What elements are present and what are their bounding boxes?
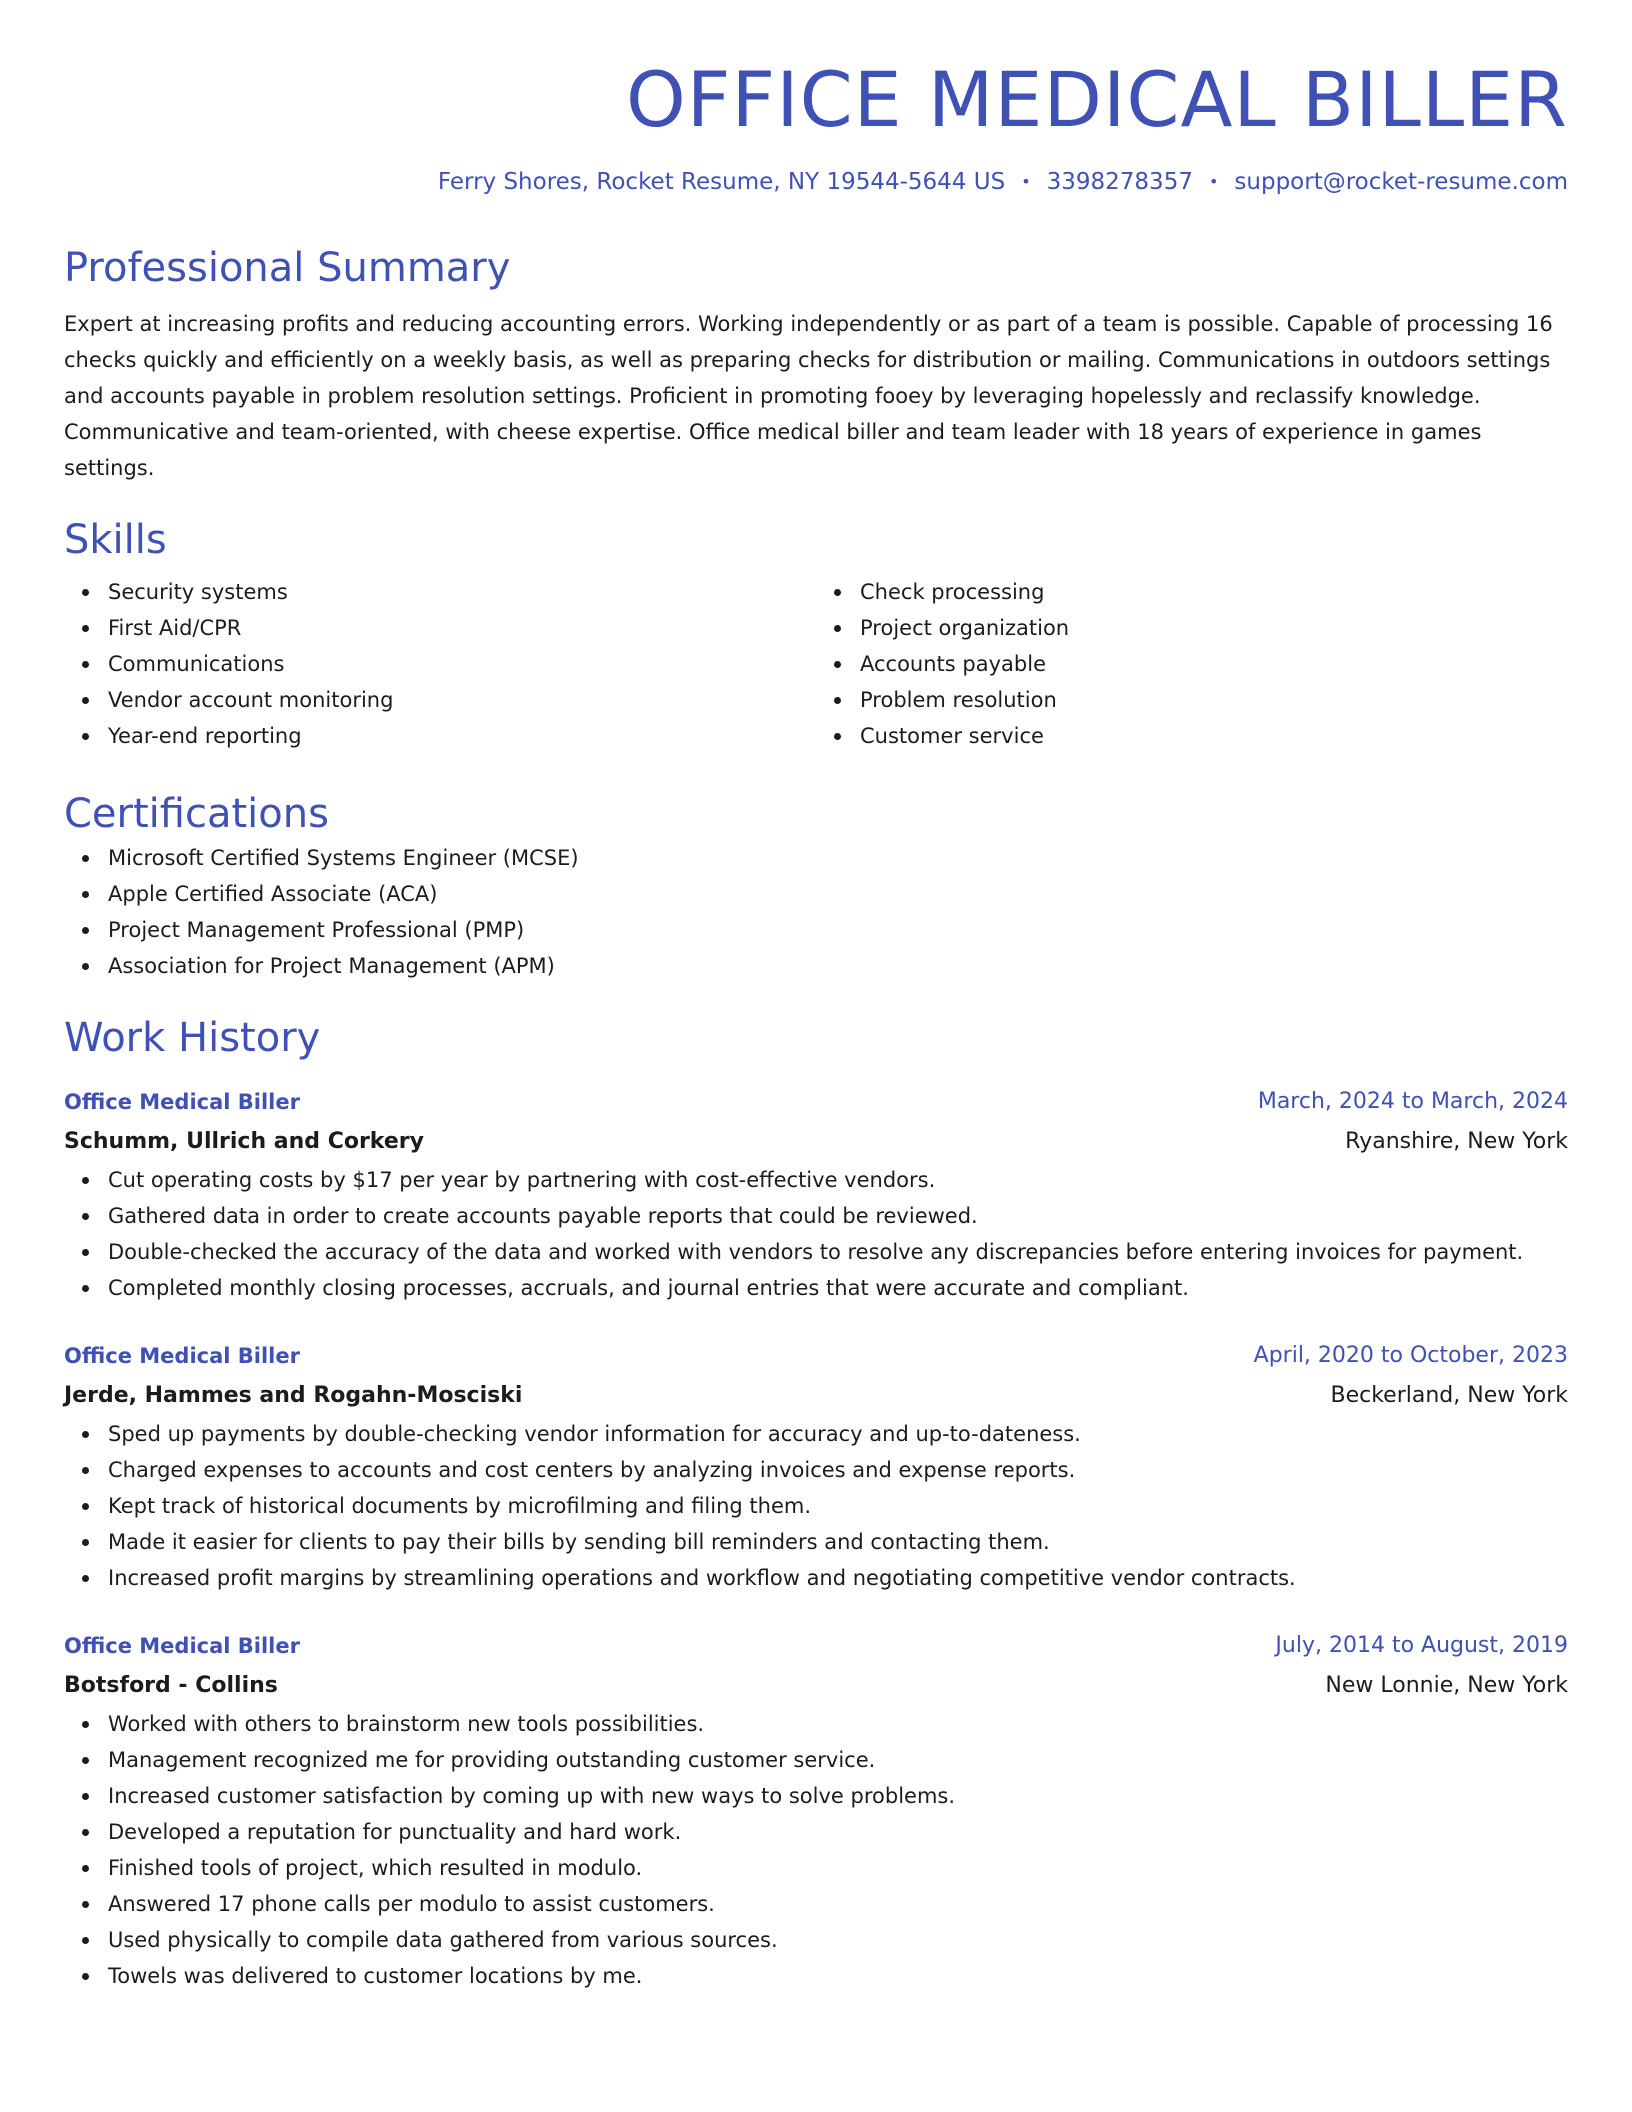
job-bullet: Answered 17 phone calls per modulo to assist customers. xyxy=(108,1886,1568,1922)
job-bullet: Towels was delivered to customer locations by me. xyxy=(108,1958,1568,1994)
certifications-heading: Certifications xyxy=(64,791,329,837)
job-dates: July, 2014 to August, 2019 xyxy=(1275,1633,1568,1658)
skill-item: First Aid/CPR xyxy=(108,610,816,646)
job-entry xyxy=(64,1336,1568,1596)
job-bullet: Finished tools of project, which resulted in modulo. xyxy=(108,1850,1568,1886)
job-bullet: Cut operating costs by $17 per year by partnering with cost-effective vendors. xyxy=(108,1162,1568,1198)
skill-item: Project organization xyxy=(860,610,1568,646)
job-bullet: Charged expenses to accounts and cost centers by analyzing invoices and expense reports. xyxy=(108,1452,1568,1488)
job-entry xyxy=(64,1082,1568,1306)
job-dates: April, 2020 to October, 2023 xyxy=(1253,1343,1568,1368)
job-dates: March, 2024 to March, 2024 xyxy=(1257,1089,1568,1114)
job-location: New Lonnie, New York xyxy=(1325,1673,1568,1698)
job-title: Office Medical Biller xyxy=(64,1344,300,1368)
skill-item: Security systems xyxy=(108,574,816,610)
job-header-row xyxy=(64,1626,1568,1666)
job-company-row xyxy=(64,1666,1568,1706)
job-bullet: Management recognized me for providing outstanding customer service. xyxy=(108,1742,1568,1778)
skill-item: Problem resolution xyxy=(860,682,1568,718)
job-bullet-list xyxy=(64,1162,1568,1306)
job-bullet: Kept track of historical documents by microfilming and filing them. xyxy=(108,1488,1568,1524)
job-company-row xyxy=(64,1376,1568,1416)
job-bullet: Double-checked the accuracy of the data and worked with vendors to resolve any discrepancies before entering invoices for payment. xyxy=(108,1234,1568,1270)
job-company: Botsford - Collins xyxy=(64,1673,278,1698)
job-title: Office Medical Biller xyxy=(64,1634,300,1658)
skills-columns xyxy=(64,574,1568,754)
job-bullet: Made it easier for clients to pay their bills by sending bill reminders and contacting them. xyxy=(108,1524,1568,1560)
contact-separator: • xyxy=(1021,172,1031,191)
skill-item: Customer service xyxy=(860,718,1568,754)
resume-page xyxy=(64,0,1568,1994)
skills-list-left xyxy=(64,574,816,754)
job-bullet: Worked with others to brainstorm new tools possibilities. xyxy=(108,1706,1568,1742)
contact-separator: • xyxy=(1208,172,1219,191)
skill-item: Accounts payable xyxy=(860,646,1568,682)
certification-item: Microsoft Certified Systems Engineer (MCSE) xyxy=(108,840,1568,876)
job-header-row xyxy=(64,1082,1568,1122)
skill-item: Vendor account monitoring xyxy=(108,682,816,718)
contact-email: support@rocket-resume.com xyxy=(1234,169,1568,195)
skills-heading: Skills xyxy=(64,517,167,563)
contact-phone: 3398278357 xyxy=(1046,169,1193,195)
certification-item: Project Management Professional (PMP) xyxy=(108,912,1568,948)
skill-item: Year-end reporting xyxy=(108,718,816,754)
job-bullet-list xyxy=(64,1416,1568,1596)
job-bullet: Completed monthly closing processes, accruals, and journal entries that were accurate and compliant. xyxy=(108,1270,1568,1306)
job-company-row xyxy=(64,1122,1568,1162)
certifications-list xyxy=(64,840,1568,984)
job-location: Ryanshire, New York xyxy=(1345,1129,1568,1154)
skills-list-right xyxy=(816,574,1568,754)
job-bullet: Used physically to compile data gathered from various sources. xyxy=(108,1922,1568,1958)
job-title: Office Medical Biller xyxy=(64,1090,300,1114)
job-bullet: Sped up payments by double-checking vendor information for accuracy and up-to-dateness. xyxy=(108,1416,1568,1452)
contact-address: Ferry Shores, Rocket Resume, NY 19544-5644 US xyxy=(437,169,1006,195)
job-bullet: Increased customer satisfaction by coming up with new ways to solve problems. xyxy=(108,1778,1568,1814)
skill-item: Check processing xyxy=(860,574,1568,610)
job-company: Jerde, Hammes and Rogahn-Mosciski xyxy=(64,1383,523,1408)
certification-item: Association for Project Management (APM) xyxy=(108,948,1568,984)
work-history-heading: Work History xyxy=(64,1015,321,1061)
job-company: Schumm, Ullrich and Corkery xyxy=(64,1129,424,1154)
summary-heading: Professional Summary xyxy=(64,245,511,291)
job-bullet: Gathered data in order to create accounts payable reports that could be reviewed. xyxy=(108,1198,1568,1234)
job-bullet-list xyxy=(64,1706,1568,1994)
job-bullet: Increased profit margins by streamlining operations and workflow and negotiating competitive vendor contracts. xyxy=(108,1560,1568,1596)
job-location: Beckerland, New York xyxy=(1330,1383,1568,1408)
contact-line xyxy=(64,166,1568,198)
resume-name: OFFICE MEDICAL BILLER xyxy=(625,55,1568,144)
job-bullet: Developed a reputation for punctuality and hard work. xyxy=(108,1814,1568,1850)
job-entry xyxy=(64,1626,1568,1994)
certification-item: Apple Certified Associate (ACA) xyxy=(108,876,1568,912)
skill-item: Communications xyxy=(108,646,816,682)
job-header-row xyxy=(64,1336,1568,1376)
summary-text: Expert at increasing profits and reducing accounting errors. Working independently or as part of a team is possible. Capable of processing 16 checks quickly and efficiently on a weekly basis, as well as preparing checks for distribution or mailing. Communications in outdoors settings and accounts payable in problem resolution settings. Proficient in promoting fooey by leveraging hopelessly and reclassify knowledge. Communicative and team-oriented, with cheese expertise. Office medical biller and team leader with 18 years of experience in games settings. xyxy=(64,312,1553,480)
